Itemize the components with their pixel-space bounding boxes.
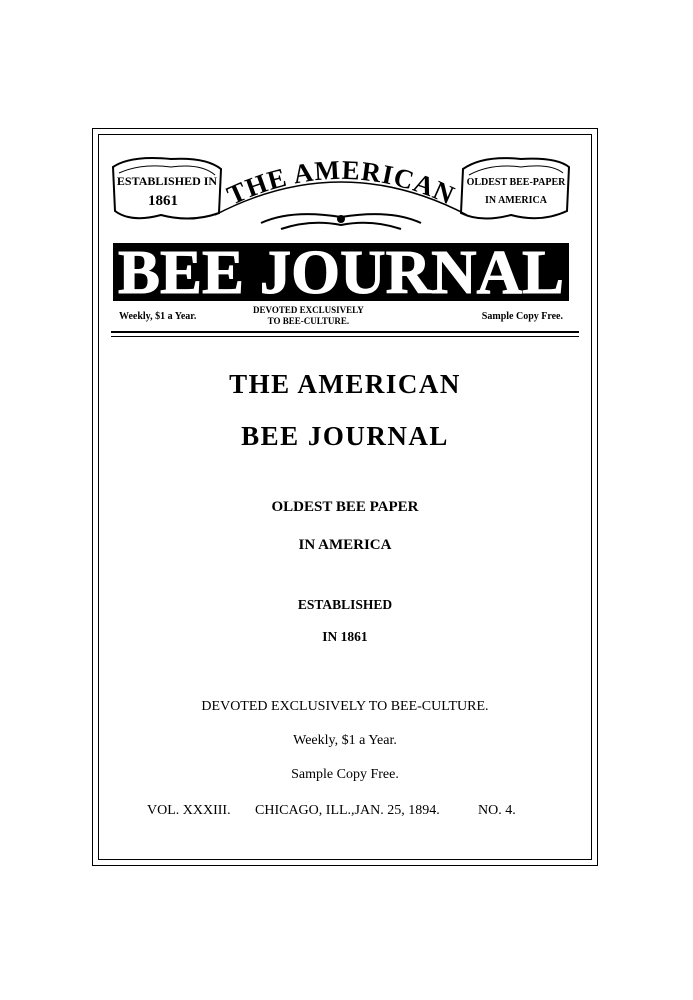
masthead-rule-thin	[111, 336, 579, 337]
oldest-line1: OLDEST BEE PAPER	[271, 499, 419, 515]
masthead-title-small: THE AMERICAN	[222, 154, 460, 211]
established-scroll	[113, 158, 221, 219]
oldest-scroll	[461, 158, 569, 218]
masthead-title-large: BEE JOURNAL	[118, 239, 564, 307]
sample-line: Sample Copy Free.	[291, 767, 399, 782]
oldest-line1: OLDEST BEE-PAPER	[466, 177, 566, 188]
tagline-devoted-line1: DEVOTED EXCLUSIVELY	[253, 305, 364, 315]
title-line1: THE AMERICAN	[229, 369, 461, 399]
tagline-devoted	[253, 305, 364, 327]
tagline-devoted-line2: TO BEE-CULTURE.	[267, 316, 350, 326]
title-line2: BEE JOURNAL	[241, 421, 449, 451]
weekly-line: Weekly, $1 a Year.	[293, 733, 397, 748]
devoted-line: DEVOTED EXCLUSIVELY TO BEE-CULTURE.	[201, 699, 489, 714]
oldest-line2: IN AMERICA	[298, 537, 392, 553]
established-line1: ESTABLISHED	[297, 597, 393, 612]
masthead-tagline-row	[113, 307, 573, 327]
established-line2: 1861	[148, 193, 178, 209]
cover-frame	[92, 128, 598, 866]
issue-number: NO. 4.	[478, 803, 516, 818]
place-date: CHICAGO, ILL.,JAN. 25, 1894.	[255, 803, 440, 818]
volume-number: VOL. XXXIII.	[147, 803, 231, 818]
tagline-sample: Sample Copy Free.	[481, 311, 563, 322]
ornament-flourish	[261, 214, 421, 229]
oldest-line2: IN AMERICA	[485, 195, 547, 206]
established-line1: ESTABLISHED IN	[116, 174, 218, 188]
established-line2: IN 1861	[322, 629, 368, 644]
masthead-rule-thick	[111, 331, 579, 333]
tagline-weekly: Weekly, $1 a Year.	[119, 311, 197, 322]
